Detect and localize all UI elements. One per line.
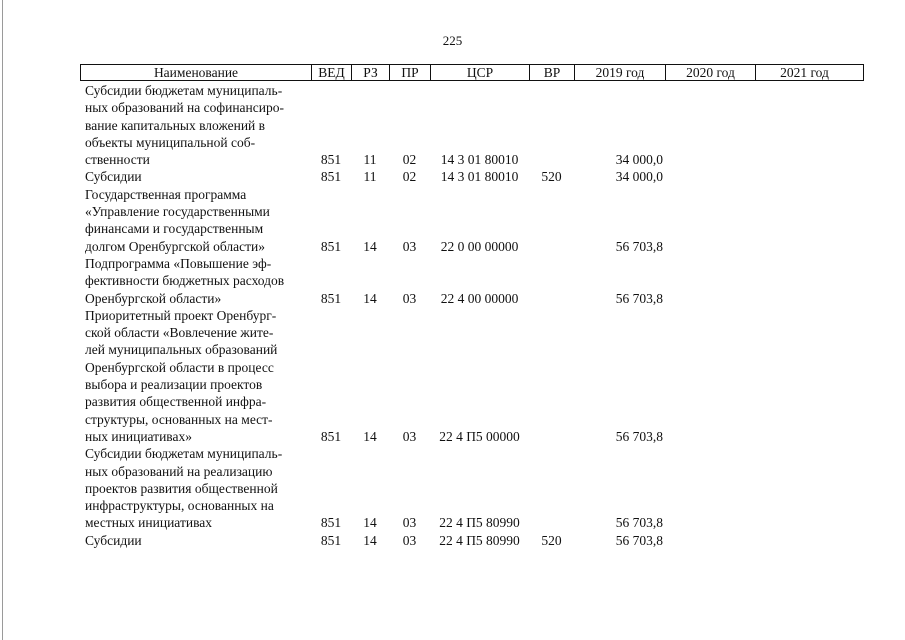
row-name: Субсидии [85, 532, 142, 548]
row-pr: 03 [402, 238, 417, 254]
row-2019: 56 703,8 [615, 515, 663, 531]
row-rz: 14 [363, 428, 377, 444]
row-csr: 22 4 П5 80990 [439, 532, 520, 548]
row-2019: 34 000,0 [615, 152, 663, 168]
row-name: Подпрограмма «Повышение эф- фективности бюджетных расходов Оренбургской области» [85, 255, 285, 306]
row-ved: 851 [320, 428, 342, 444]
row-rz: 11 [363, 169, 377, 185]
header-name: Наименование [81, 65, 312, 80]
row-csr: 22 4 П5 80990 [439, 515, 520, 531]
table-row [80, 307, 864, 445]
row-ved: 851 [320, 238, 342, 254]
page-number: 225 [442, 33, 463, 48]
row-ved: 851 [320, 152, 342, 168]
row-ved: 851 [320, 169, 342, 185]
row-pr: 03 [402, 515, 417, 531]
table-row [80, 255, 864, 307]
table-row [80, 186, 864, 255]
row-pr: 03 [402, 428, 417, 444]
header-pr: ПР [390, 65, 431, 80]
header-csr: ЦСР [431, 65, 530, 80]
row-csr: 14 3 01 80010 [440, 169, 519, 185]
row-pr: 03 [402, 532, 417, 548]
row-ved: 851 [320, 515, 342, 531]
table-body [80, 82, 864, 549]
header-ved: ВЕД [312, 65, 352, 80]
row-2019: 56 703,8 [615, 290, 663, 306]
table-row [80, 445, 864, 531]
header-2019: 2019 год [575, 65, 666, 80]
row-rz: 11 [363, 152, 377, 168]
row-2019: 56 703,8 [615, 238, 663, 254]
row-name: Приоритетный проект Оренбург- ской области «Вовлечение жите- лей муниципальных образований Оренбургской области в процесс выбора и реализации проектов развития общественной инфра- структуры, основанных на мест- ных инициативах» [85, 307, 278, 444]
row-csr: 22 4 П5 00000 [439, 428, 520, 444]
row-csr: 22 0 00 00000 [440, 238, 519, 254]
row-name: Субсидии бюджетам муниципаль- ных образований на софинансиро- вание капитальных вложений в объекты муниципальной соб- ственности [85, 83, 284, 168]
row-csr: 22 4 00 00000 [440, 290, 519, 306]
table-row [80, 532, 864, 549]
row-rz: 14 [363, 532, 377, 548]
row-vr: 520 [541, 169, 562, 185]
page-left-edge [2, 0, 3, 640]
row-2019: 56 703,8 [615, 428, 663, 444]
row-pr: 02 [402, 152, 417, 168]
row-pr: 03 [402, 290, 417, 306]
table-header [80, 64, 864, 81]
row-rz: 14 [363, 515, 377, 531]
row-rz: 14 [363, 290, 377, 306]
row-name: Государственная программа «Управление государственными финансами и государственным долгом Оренбургской области» [85, 186, 270, 254]
row-2019: 34 000,0 [615, 169, 663, 185]
row-vr: 520 [541, 532, 562, 548]
row-rz: 14 [363, 238, 377, 254]
header-rz: РЗ [352, 65, 390, 80]
row-pr: 02 [402, 169, 417, 185]
row-2019: 56 703,8 [615, 532, 663, 548]
row-csr: 14 3 01 80010 [440, 152, 519, 168]
row-name: Субсидии бюджетам муниципаль- ных образований на реализацию проектов развития общественной инфраструктуры, основанных на местных инициативах [85, 446, 283, 531]
header-2020: 2020 год [666, 65, 756, 80]
row-ved: 851 [320, 532, 342, 548]
header-vr: ВР [530, 65, 575, 80]
row-ved: 851 [320, 290, 342, 306]
table-row [80, 168, 864, 185]
table-row [80, 82, 864, 168]
header-2021: 2021 год [780, 65, 829, 80]
row-name: Субсидии [85, 169, 142, 185]
